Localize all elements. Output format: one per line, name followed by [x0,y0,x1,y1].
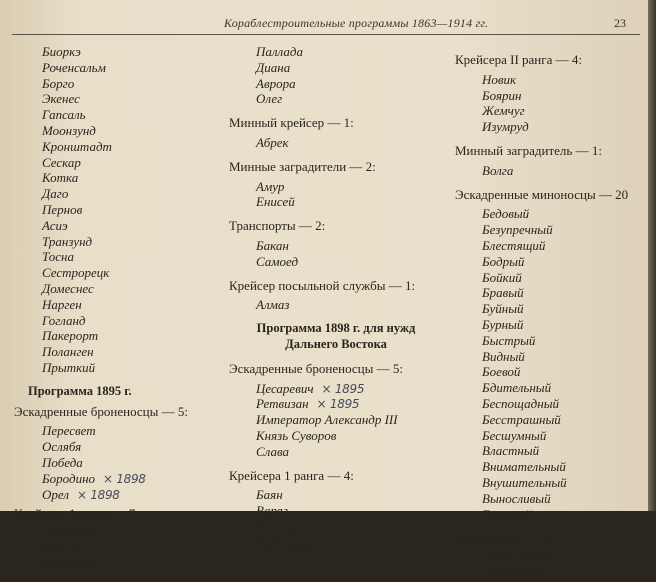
dispatch-cruiser-list [229,297,443,313]
cruisers-1st-rank-list [14,526,224,573]
ship-name-text: Бесстрашный [482,411,561,427]
ship-name-text: Бойкий [482,269,522,285]
ship-name [455,349,645,365]
ship-name-text: Кронштадт [42,138,112,154]
book-spine-edge [648,0,656,511]
ship-name [14,218,224,234]
ship-name [455,364,645,380]
ship-name-text: Новик [482,71,517,87]
ship-name [455,443,645,459]
ship-name [14,91,224,107]
mine-cruiser-heading: Минный крейсер — 1: [229,115,354,131]
ship-name-text: Моонзунд [42,122,96,138]
ship-name [14,60,224,76]
battleships-list [14,423,224,502]
ship-name [229,179,443,195]
torpedo-boats-list [455,550,645,582]
ship-name [229,91,443,107]
ship-name [455,238,645,254]
torpedo-boats-heading: Миноносцы — 12: [455,530,559,546]
ship-name [229,238,443,254]
ship-name-text: Бурный [482,316,524,332]
battleships-list [229,381,443,460]
ship-name-text: Волга [482,162,514,178]
ship-name-text: Боевой [482,364,521,380]
ship-name-text: Пернов [42,201,83,217]
minelayer-list [455,163,645,179]
ship-name [14,542,224,558]
ship-name [229,76,443,92]
ship-name-text: Прыткий [42,359,96,375]
ship-name [229,135,443,151]
cruisers-2nd-rank-list [455,72,645,135]
ship-name [455,550,645,566]
ship-name-text: Экенес [42,91,80,107]
ship-name-text: Транзунд [42,233,93,249]
column-2 [229,44,443,551]
ship-name-text: Бакан [256,237,289,253]
ship-name-text: Безупречный [482,222,553,238]
ship-name-text: Бородино [42,470,96,486]
ship-name-text: Сестрорецк [42,265,110,281]
ship-name [455,333,645,349]
minelayer-heading: Минный заградитель — 1: [455,142,602,158]
ship-name-text: Аврора [256,75,296,91]
ship-name-text: Пересвет [42,423,96,439]
header-rule [12,34,640,35]
ship-name [14,439,224,455]
ship-name-text: Победа [42,454,83,470]
ship-name-text: Боярин [482,87,522,103]
ship-name [14,487,224,503]
ship-name-text: Изумруд [482,119,529,135]
column-3 [455,52,645,582]
handwritten-note: × 1898 [77,487,120,502]
program-1895-title: Программа 1895 г. [28,383,132,398]
ship-name [14,281,224,297]
ship-name-text: Внушительный [482,474,567,490]
ship-name [14,558,224,574]
ship-name [229,254,443,270]
ship-name [14,107,224,123]
ship-name-text: Асиэ [42,217,68,233]
ship-name [229,381,443,397]
ship-name-text: Баян [256,487,283,503]
ship-name [455,396,645,412]
ship-name-text: Бдительный [482,380,552,396]
destroyers-list [455,206,645,522]
ship-name [14,44,224,60]
destroyers-heading: Эскадренные миноносцы — 20 [455,186,629,202]
running-title: Кораблестроительные программы 1863—1914 гг. [224,16,489,30]
ship-name-text: Алмаз [256,297,290,313]
program-1898-title-line-2: Дальнего Востока [285,336,387,351]
ship-name-text: Бодрый [482,253,525,269]
ship-name [229,535,443,551]
ship-name-text: Выносливый [482,490,551,506]
ship-name-text: Биоркэ [42,44,81,59]
ship-name [229,412,443,428]
ship-name-text: Богатырь [256,534,313,550]
running-header [0,14,648,36]
ship-name [14,155,224,171]
ship-name [14,455,224,471]
cruiser-list-continued [229,44,443,107]
ship-name-text: Домеснес [42,280,94,296]
ship-name-text: Самоед [256,253,299,269]
ship-name [14,170,224,186]
ship-name [455,566,645,582]
ship-name [455,507,645,523]
ship-name [229,487,443,503]
minelayers-heading: Минные заградители — 2: [229,158,376,174]
ship-name [455,428,645,444]
ship-name-text: Бедовый [482,206,530,222]
ship-name [14,313,224,329]
handwritten-note: × 1898 [103,471,146,486]
ship-name [14,297,224,313]
ship-name [455,491,645,507]
ship-name [14,265,224,281]
ship-name [455,301,645,317]
ship-name-text: Беспощадный [482,395,560,411]
ship-name-text: Гапсаль [42,107,86,123]
ship-name-text: Жемчуг [482,103,525,119]
ship-name-text: Видный [482,348,525,364]
ship-name [229,60,443,76]
ship-name [455,412,645,428]
ship-name [229,396,443,412]
ship-name [14,202,224,218]
ship-name-text: Буйный [482,301,524,317]
battleships-heading: Эскадренные броненосцы — 5: [14,403,188,419]
handwritten-note: × 1895 [321,381,365,396]
ship-name [229,503,443,519]
ship-name-text: Бесшумный [482,427,547,443]
ship-name-text: Послушный [482,565,547,581]
ship-name [455,254,645,270]
ship-name-text: Быстрый [482,332,536,348]
ship-name-text: Паллада [256,44,303,59]
handwritten-note: × 1895 [316,397,360,412]
ship-name [14,234,224,250]
ship-name [229,297,443,313]
program-1898-title-line-1: Программа 1898 г. для нужд [256,321,416,336]
ship-name-text: Гогланд [42,312,86,328]
cruisers-1st-rank-list [229,487,443,550]
ship-name [14,360,224,376]
ship-name [229,44,443,60]
ship-name [14,139,224,155]
ship-name-text: Енисей [256,194,295,210]
ship-name-text: Орел [42,486,70,502]
ship-name-text: Бравый [482,285,524,301]
ship-name [229,428,443,444]
ship-name-text: Аскольд [256,518,300,534]
ship-name [14,76,224,92]
transports-heading: Транспорты — 2: [229,218,326,234]
ship-name-text: Громобой [42,557,96,573]
ship-name [14,186,224,202]
ship-name-text: Абрек [256,134,289,150]
cruisers-1st-rank-heading: Крейсера 1 ранга — 7: [14,506,139,522]
ship-name [455,119,645,135]
ship-name [455,270,645,286]
ship-name-text: Ослябя [42,439,82,455]
ship-name-text: Диана [256,59,291,75]
dispatch-cruiser-heading: Крейсер посыльной службы — 1: [229,277,416,293]
ship-name-text: Светлана [42,526,97,542]
ship-name-text: Олег [256,91,283,107]
ship-name [14,328,224,344]
ship-name-text: Император Александр III [256,412,398,428]
ship-name-text: Амур [256,178,285,194]
battleships-heading: Эскадренные броненосцы — 5: [229,360,403,376]
ship-name [455,317,645,333]
ship-name-text: Россия [42,541,81,557]
ship-name-text: Пакерорт [42,328,99,344]
ship-name-text: Даго [42,186,69,202]
ship-name-text: Подвижный [482,550,551,566]
ship-name [455,163,645,179]
ship-name [455,475,645,491]
ship-name [14,526,224,542]
ship-name-text: Варяг [256,503,288,519]
ship-name-text: Котка [42,170,79,186]
ship-name [14,249,224,265]
ship-name [455,206,645,222]
ship-name-text: Роченсальм [42,59,106,75]
page-number: 23 [614,16,626,30]
cruisers-1st-rank-heading: Крейсера 1 ранга — 4: [229,467,354,483]
ship-name [455,222,645,238]
ship-name-text: Грозовой [482,506,532,522]
ship-name-text: Нарген [42,296,82,312]
ship-name [14,344,224,360]
ship-name-text: Цесаревич [256,380,314,396]
ship-name-text: Внимательный [482,459,566,475]
ship-name-text: Слава [256,443,290,459]
ship-name [455,459,645,475]
ship-name-text: Властный [482,443,540,459]
ship-name-text: Тосна [42,249,74,265]
ship-name [229,194,443,210]
ship-name [455,88,645,104]
ship-name [14,471,224,487]
ship-name-text: Блестящий [482,237,546,253]
mine-cruiser-list [229,135,443,151]
minelayers-list [229,179,443,211]
ship-name-text: Поланген [42,344,94,360]
ship-name [455,103,645,119]
cruisers-2nd-rank-heading: Крейсера II ранга — 4: [455,52,582,67]
column-1 [14,44,224,574]
ship-name [229,519,443,535]
ship-name [455,380,645,396]
ship-name-text: Борго [42,75,75,91]
ship-name [229,444,443,460]
ship-name-text: Сескар [42,154,81,170]
ship-name-text: Князь Суворов [256,427,337,443]
ship-name [14,423,224,439]
ship-list-continued [14,44,224,376]
ship-name-text: Ретвизан [256,396,309,412]
ship-name [455,285,645,301]
ship-name [455,72,645,88]
transports-list [229,238,443,270]
ship-name [14,123,224,139]
